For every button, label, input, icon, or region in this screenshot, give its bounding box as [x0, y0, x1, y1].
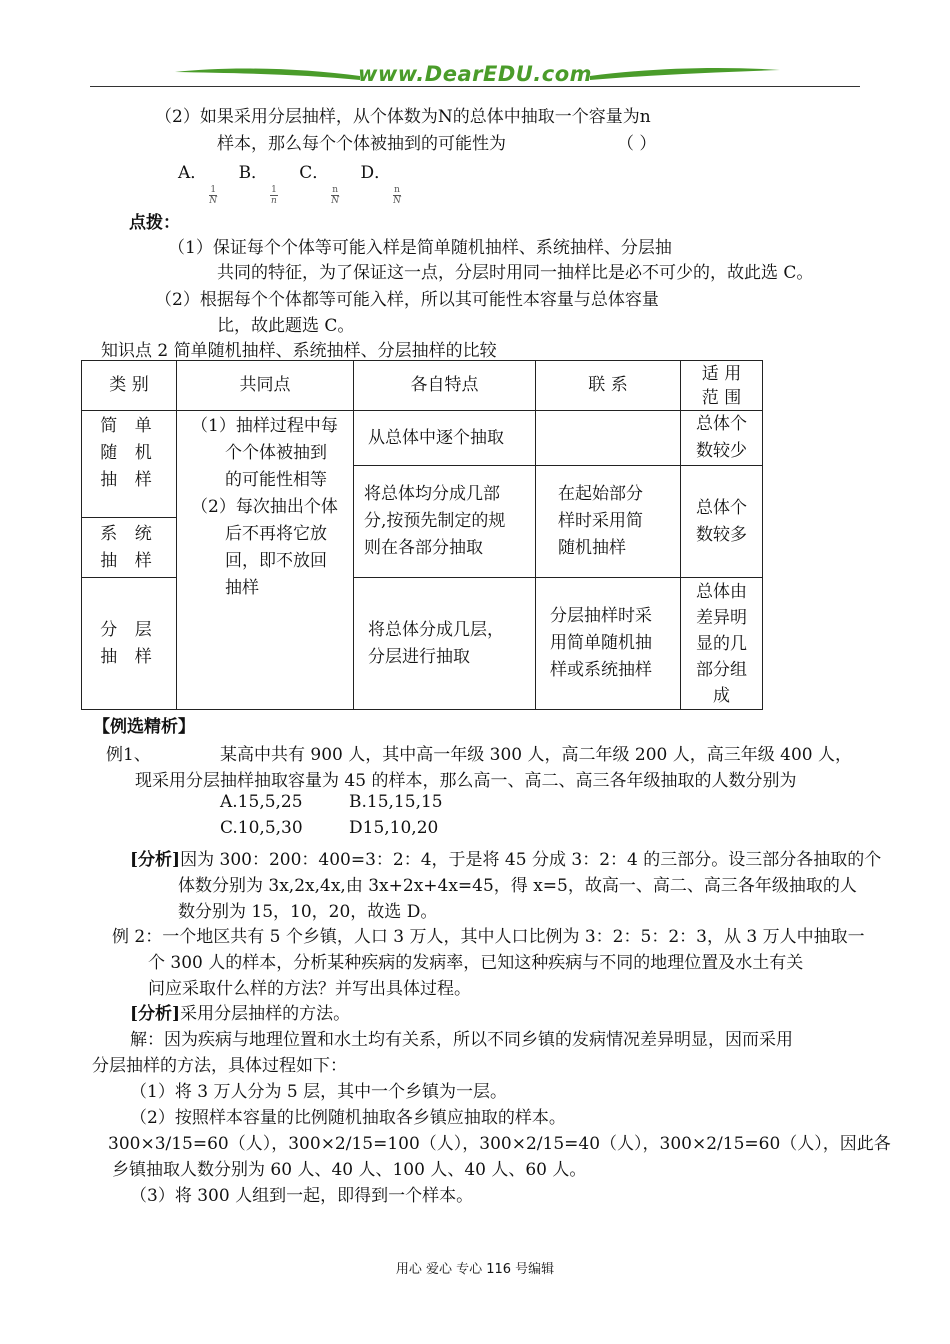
- ex2-line3: 问应采取什么样的方法？并写出具体过程。: [148, 979, 471, 999]
- header-category: 类 别: [82, 361, 177, 411]
- ex2-step3: （3）将 300 人组到一起，即得到一个样本。: [130, 1186, 474, 1206]
- ex1-analysis-line2: 体数分别为 3x,2x,4x,由 3x+2x+4x=45，得 x=5，故高一、高二、高三各年级抽取的人: [178, 876, 857, 896]
- option-c: C． $\frac{n}{N}$: [299, 163, 340, 206]
- page-footer: 用心 爱心 专心 116 号编辑: [395, 1262, 555, 1277]
- question-options: [178, 158, 403, 206]
- scope-system: 总体个 数较多: [681, 466, 763, 578]
- ex2-solution-line2: 分层抽样的方法，具体过程如下：: [92, 1056, 347, 1076]
- ex2-calc-line1: 300×3/15=60（人），300×2/15=100（人），300×2/15=40（人），300×2/15=60（人），因此各: [108, 1134, 891, 1154]
- question-line-2: 样本，那么每个个体被抽到的可能性为: [217, 134, 506, 154]
- table-header-row: [82, 361, 763, 411]
- scope-stratified: 总体由 差异明 显的几 部分组 成: [681, 578, 763, 710]
- ex1-line1: 某高中共有 900 人，其中高一年级 300 人，高二年级 200 人，高三年级 400 人，: [220, 745, 853, 765]
- ex1-option-c: C.10,5,30: [220, 818, 303, 838]
- feature-system: 将总体均分成几部 分,按预先制定的规 则在各部分抽取: [354, 466, 536, 578]
- ex2-analysis: [分析]采用分层抽样的方法。: [130, 1004, 351, 1024]
- tip-p1-line1: （1）保证每个个体等可能入样是简单随机抽样、系统抽样、分层抽: [168, 238, 672, 258]
- tip-p2-line1: （2）根据每个个体都等可能入样，所以其可能性本容量与总体容量: [155, 290, 659, 310]
- header-divider: [90, 86, 860, 87]
- option-d: D． $\frac{n}{N}$: [360, 163, 402, 206]
- feature-stratified: 将总体分成几层， 分层进行抽取: [354, 578, 536, 710]
- category-stratified: 分 层 抽 样: [82, 578, 177, 710]
- ex1-option-a: A.15,5,25: [220, 792, 303, 812]
- question-line-1: （2）如果采用分层抽样，从个体数为N的总体中抽取一个容量为n: [155, 107, 651, 127]
- ex2-step2: （2）按照样本容量的比例随机抽取各乡镇应抽取的样本。: [130, 1108, 566, 1128]
- option-a: A． $\frac{1}{N}$: [178, 163, 218, 206]
- header-logo: [90, 60, 860, 92]
- option-b: B． $\frac{1}{n}$: [238, 163, 277, 206]
- relation-system: 在起始部分 样时采用简 随机抽样: [536, 466, 681, 578]
- header-common: 共同点: [177, 361, 354, 411]
- examples-title: 【例选精析】: [93, 717, 195, 737]
- ex2-line1: 例 2：一个地区共有 5 个乡镇，人口 3 万人，其中人口比例为 3：2：5：2：3，从 3 万人中抽取一: [112, 927, 865, 947]
- category-simple: 简 单 随 机 抽 样: [82, 411, 177, 518]
- header-feature: 各自特点: [354, 361, 536, 411]
- tip-p2-line2: 比，故此题选 C。: [217, 316, 355, 336]
- ex1-line2: 现采用分层抽样抽取容量为 45 的样本，那么高一、高二、高三各年级抽取的人数分别为: [135, 771, 797, 791]
- ex2-step1: （1）将 3 万人分为 5 层，其中一个乡镇为一层。: [130, 1082, 508, 1102]
- comparison-table: [81, 360, 763, 710]
- ex2-line2: 个 300 人的样本，分析某种疾病的发病率，已知这种疾病与不同的地理位置及水土有关: [148, 953, 804, 973]
- ex1-analysis-line1: [分析]因为 300：200：400=3：2：4，于是将 45 分成 3：2：4 的三部分。设三部分各抽取的个: [130, 850, 882, 870]
- table-row: [82, 411, 763, 466]
- site-name[interactable]: www.DearEDU.com: [357, 62, 593, 86]
- relation-simple: [536, 411, 681, 466]
- ex2-solution-line1: 解：因为疾病与地理位置和水土均有关系，所以不同乡镇的发病情况差异明显，因而采用: [130, 1030, 793, 1050]
- ex1-analysis-line3: 数分别为 15，10，20，故选 D。: [178, 902, 438, 922]
- header-scope: 适 用 范 围: [681, 361, 763, 411]
- scope-simple: 总体个 数较少: [681, 411, 763, 466]
- ex1-option-d: D15,10,20: [349, 818, 439, 838]
- header-relation: 联 系: [536, 361, 681, 411]
- common-features: （1）抽样过程中每 个个体被抽到 的可能性相等 （2）每次抽出个体 后不再将它放 回，即不放回 抽样: [177, 411, 354, 710]
- tip-p1-line2: 共同的特征，为了保证这一点，分层时用同一抽样比是必不可少的，故此选 C。: [217, 263, 814, 283]
- ex1-label: 例1、: [106, 745, 151, 765]
- ex2-calc-line2: 乡镇抽取人数分别为 60 人、40 人、100 人、40 人、60 人。: [112, 1160, 587, 1180]
- ex1-option-b: B.15,15,15: [349, 792, 443, 812]
- tip-title: 点拨：: [129, 213, 180, 233]
- answer-blank: （ ）: [617, 134, 657, 154]
- relation-stratified: 分层抽样时采 用简单随机抽 样或系统抽样: [536, 578, 681, 710]
- knowledge-title: 知识点 2 简单随机抽样、系统抽样、分层抽样的比较: [101, 341, 497, 361]
- feature-simple: 从总体中逐个抽取: [354, 411, 536, 466]
- category-system: 系 统 抽 样: [82, 518, 177, 578]
